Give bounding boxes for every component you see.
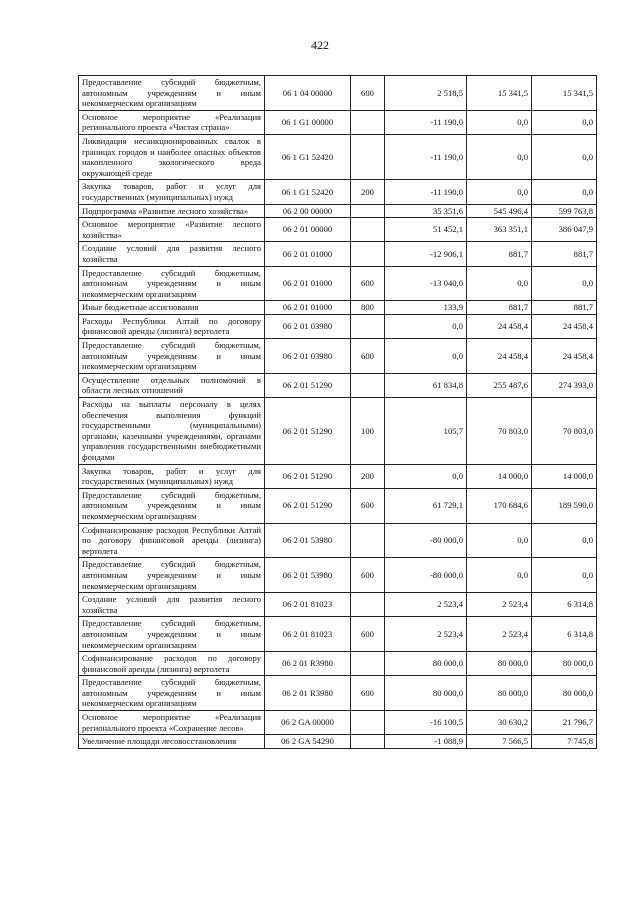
table-row (79, 488, 597, 523)
row-expense-type: 200 (351, 180, 385, 204)
row-expense-type (351, 523, 385, 558)
row-name: Основное мероприятие «Реализация регионального проекта «Чистая страна» (79, 110, 265, 134)
row-value-2: 15 341,5 (467, 76, 532, 111)
row-code: 06 1 G1 52420 (265, 180, 351, 204)
row-code: 06 2 01 01000 (265, 301, 351, 315)
row-code: 06 2 01 81023 (265, 593, 351, 617)
row-expense-type (351, 593, 385, 617)
row-value-3: 14 000,0 (532, 464, 597, 488)
row-value-3: 15 341,5 (532, 76, 597, 111)
row-name: Основное мероприятие «Развитие лесного хозяйства» (79, 218, 265, 242)
row-value-2: 24 458,4 (467, 314, 532, 338)
row-value-2: 881,7 (467, 301, 532, 315)
row-value-2: 70 803,0 (467, 398, 532, 465)
row-expense-type (351, 242, 385, 266)
row-value-3: 386 047,9 (532, 218, 597, 242)
row-value-3: 189 590,0 (532, 488, 597, 523)
row-value-2: 0,0 (467, 110, 532, 134)
row-value-3: 0,0 (532, 180, 597, 204)
row-value-1: 0,0 (385, 314, 467, 338)
row-value-3: 0,0 (532, 110, 597, 134)
row-value-2: 24 458,4 (467, 339, 532, 374)
row-name: Предоставление субсидий бюджетным, автономным учреждениям и иным некоммерческим организациям (79, 76, 265, 111)
row-expense-type: 600 (351, 76, 385, 111)
row-code: 06 1 G1 52420 (265, 134, 351, 179)
row-code: 06 2 01 53980 (265, 558, 351, 593)
row-code: 06 2 01 03980 (265, 339, 351, 374)
row-name: Создание условий для развития лесного хозяйства (79, 593, 265, 617)
row-value-2: 2 523,4 (467, 617, 532, 652)
row-name: Основное мероприятие «Реализация регионального проекта «Сохранение лесов» (79, 711, 265, 735)
row-code: 06 2 01 03980 (265, 314, 351, 338)
table-row (79, 735, 597, 749)
row-expense-type (351, 110, 385, 134)
row-expense-type: 600 (351, 339, 385, 374)
row-value-3: 24 458,4 (532, 314, 597, 338)
row-value-3: 6 314,8 (532, 617, 597, 652)
row-name: Софинансирование расходов Республики Алтай по договору финансовой аренды (лизинга) вертолета (79, 523, 265, 558)
row-code: 06 2 01 51290 (265, 488, 351, 523)
row-expense-type (351, 652, 385, 676)
row-value-1: 80 000,0 (385, 652, 467, 676)
row-name: Расходы Республики Алтай по договору финансовой аренды (лизинга) вертолета (79, 314, 265, 338)
row-expense-type: 800 (351, 301, 385, 315)
row-value-1: 0,0 (385, 464, 467, 488)
row-name: Предоставление субсидий бюджетным, автономным учреждениям и иным некоммерческим организациям (79, 617, 265, 652)
row-value-2: 0,0 (467, 266, 532, 301)
row-code: 06 2 01 01000 (265, 266, 351, 301)
table-row (79, 180, 597, 204)
table-row (79, 676, 597, 711)
row-value-3: 80 000,0 (532, 652, 597, 676)
row-name: Предоставление субсидий бюджетным, автономным учреждениям и иным некоммерческим организациям (79, 339, 265, 374)
row-value-1: -11 190,0 (385, 110, 467, 134)
row-expense-type (351, 204, 385, 218)
row-code: 06 2 01 81023 (265, 617, 351, 652)
row-value-1: 105,7 (385, 398, 467, 465)
row-code: 06 2 01 R3980 (265, 676, 351, 711)
row-value-2: 80 000,0 (467, 652, 532, 676)
row-value-2: 0,0 (467, 180, 532, 204)
row-value-3: 80 000,0 (532, 676, 597, 711)
row-value-2: 2 523,4 (467, 593, 532, 617)
row-expense-type: 600 (351, 676, 385, 711)
table-row (79, 617, 597, 652)
table-row (79, 204, 597, 218)
row-value-1: 133,9 (385, 301, 467, 315)
row-value-3: 0,0 (532, 523, 597, 558)
table-row (79, 242, 597, 266)
row-value-2: 363 351,1 (467, 218, 532, 242)
row-expense-type (351, 735, 385, 749)
row-name: Закупка товаров, работ и услуг для государственных (муниципальных) нужд (79, 180, 265, 204)
row-code: 06 2 01 00000 (265, 218, 351, 242)
row-expense-type (351, 711, 385, 735)
row-expense-type (351, 373, 385, 397)
row-value-3: 7 745,8 (532, 735, 597, 749)
row-value-2: 0,0 (467, 523, 532, 558)
row-value-2: 170 684,6 (467, 488, 532, 523)
row-value-3: 274 393,0 (532, 373, 597, 397)
row-value-1: -80 000,0 (385, 558, 467, 593)
row-value-2: 255 487,6 (467, 373, 532, 397)
row-expense-type: 600 (351, 266, 385, 301)
row-value-3: 881,7 (532, 301, 597, 315)
row-value-3: 881,7 (532, 242, 597, 266)
row-name: Предоставление субсидий бюджетным, автономным учреждениям и иным некоммерческим организациям (79, 676, 265, 711)
row-value-1: -13 040,0 (385, 266, 467, 301)
row-name: Осуществление отдельных полномочий в области лесных отношений (79, 373, 265, 397)
row-name: Увеличение площади лесовосстановления (79, 735, 265, 749)
row-code: 06 2 01 01000 (265, 242, 351, 266)
table-row (79, 398, 597, 465)
row-expense-type: 600 (351, 558, 385, 593)
row-expense-type: 600 (351, 488, 385, 523)
row-value-3: 21 796,7 (532, 711, 597, 735)
row-expense-type: 200 (351, 464, 385, 488)
table-row (79, 523, 597, 558)
row-value-1: -80 000,0 (385, 523, 467, 558)
row-value-1: 80 000,0 (385, 676, 467, 711)
row-expense-type: 100 (351, 398, 385, 465)
row-value-2: 80 000,0 (467, 676, 532, 711)
table-row (79, 652, 597, 676)
budget-table-body (79, 76, 597, 749)
table-row (79, 593, 597, 617)
row-code: 06 2 01 53980 (265, 523, 351, 558)
row-value-1: -12 906,1 (385, 242, 467, 266)
row-value-1: 0,0 (385, 339, 467, 374)
row-value-3: 599 763,8 (532, 204, 597, 218)
table-row (79, 301, 597, 315)
row-value-1: 51 452,1 (385, 218, 467, 242)
row-value-1: 61 729,1 (385, 488, 467, 523)
row-code: 06 2 01 51290 (265, 464, 351, 488)
row-value-1: 2 523,4 (385, 617, 467, 652)
row-expense-type: 600 (351, 617, 385, 652)
row-code: 06 1 G1 00000 (265, 110, 351, 134)
table-row (79, 711, 597, 735)
row-value-2: 881,7 (467, 242, 532, 266)
row-code: 06 2 01 R3980 (265, 652, 351, 676)
row-expense-type (351, 218, 385, 242)
table-row (79, 134, 597, 179)
row-value-1: 2 523,4 (385, 593, 467, 617)
row-name: Закупка товаров, работ и услуг для государственных (муниципальных) нужд (79, 464, 265, 488)
row-expense-type (351, 314, 385, 338)
row-name: Софинансирование расходов по договору финансовой аренды (лизинга) вертолета (79, 652, 265, 676)
row-name: Создание условий для развития лесного хозяйства (79, 242, 265, 266)
row-expense-type (351, 134, 385, 179)
row-value-3: 0,0 (532, 266, 597, 301)
row-name: Иные бюджетные ассигнования (79, 301, 265, 315)
row-name: Предоставление субсидий бюджетным, автономным учреждениям и иным некоммерческим организациям (79, 558, 265, 593)
page-number: 422 (311, 38, 329, 52)
row-value-1: 61 834,8 (385, 373, 467, 397)
row-value-1: 2 518,5 (385, 76, 467, 111)
row-value-3: 0,0 (532, 558, 597, 593)
table-row (79, 266, 597, 301)
row-name: Расходы на выплаты персоналу в целях обеспечения выполнения функций государственными (муниципальными) органами, казенными учреждениями, органами управления государственными внебюджетными фондами (79, 398, 265, 465)
row-name: Предоставление субсидий бюджетным, автономным учреждениям и иным некоммерческим организациям (79, 488, 265, 523)
table-row (79, 558, 597, 593)
row-value-3: 6 314,8 (532, 593, 597, 617)
row-value-3: 70 803,0 (532, 398, 597, 465)
row-value-1: -11 190,0 (385, 180, 467, 204)
row-value-2: 7 566,5 (467, 735, 532, 749)
row-code: 06 2 GA 54290 (265, 735, 351, 749)
row-name: Ликвидация несанкционированных свалок в границах городов и наиболее опасных объектов накопленного экологического вреда окружающей среде (79, 134, 265, 179)
table-row (79, 464, 597, 488)
row-code: 06 2 00 00000 (265, 204, 351, 218)
row-value-2: 0,0 (467, 134, 532, 179)
budget-table (78, 75, 597, 749)
table-row (79, 218, 597, 242)
table-row (79, 110, 597, 134)
row-value-3: 24 458,4 (532, 339, 597, 374)
row-value-2: 545 496,4 (467, 204, 532, 218)
row-code: 06 1 04 00000 (265, 76, 351, 111)
table-row (79, 339, 597, 374)
table-row (79, 76, 597, 111)
row-value-3: 0,0 (532, 134, 597, 179)
row-value-2: 14 000,0 (467, 464, 532, 488)
row-code: 06 2 01 51290 (265, 373, 351, 397)
table-row (79, 373, 597, 397)
row-value-2: 0,0 (467, 558, 532, 593)
row-value-1: -1 088,9 (385, 735, 467, 749)
table-row (79, 314, 597, 338)
row-code: 06 2 GA 00000 (265, 711, 351, 735)
row-value-2: 30 630,2 (467, 711, 532, 735)
row-value-1: -16 100,5 (385, 711, 467, 735)
row-code: 06 2 01 51290 (265, 398, 351, 465)
row-name: Подпрограмма «Развитие лесного хозяйства» (79, 204, 265, 218)
row-name: Предоставление субсидий бюджетным, автономным учреждениям и иным некоммерческим организациям (79, 266, 265, 301)
row-value-1: -11 190,0 (385, 134, 467, 179)
row-value-1: 35 351,6 (385, 204, 467, 218)
